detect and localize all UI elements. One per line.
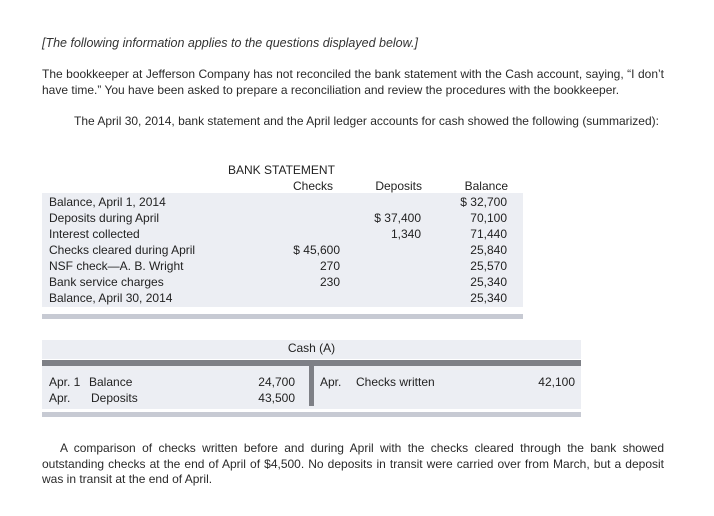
credit-date: Apr. — [320, 375, 342, 389]
row-label: Checks cleared during April — [49, 243, 196, 257]
t-account-vertical-rule — [309, 366, 314, 406]
t-account-divider — [42, 412, 581, 417]
problem-paragraph-1: The bookkeeper at Jefferson Company has not reconciled the bank statement with the Cash account, saying, “I don’t have time.” You have been asked to prepare a reconciliation and review the procedures with the bookkeeper. — [42, 67, 664, 97]
column-header-checks: Checks — [292, 179, 333, 193]
bank-statement-title: BANK STATEMENT — [228, 163, 335, 177]
row-label: Balance, April 1, 2014 — [49, 195, 166, 209]
column-header-balance: Balance — [464, 179, 508, 193]
column-header-deposits: Deposits — [375, 179, 422, 193]
balance-cell: 25,570 — [470, 259, 507, 273]
problem-paragraph-3: A comparison of checks written before and during April with the checks cleared through the bank showed outstanding checks at the end of April of $4,500. No deposits in transit were carried over from March, but a deposit was in transit at the end of April. — [42, 441, 664, 486]
row-label: Balance, April 30, 2014 — [49, 291, 173, 305]
balance-cell: 25,340 — [470, 291, 507, 305]
bank-statement-divider — [42, 314, 523, 319]
debit-amount: 43,500 — [258, 391, 295, 405]
balance-cell: $ 32,700 — [460, 195, 507, 209]
debit-date: Apr. — [49, 391, 71, 405]
credit-amount: 42,100 — [538, 375, 575, 389]
row-label: Bank service charges — [49, 275, 164, 289]
debit-amount: 24,700 — [258, 375, 295, 389]
balance-cell: 71,440 — [470, 227, 507, 241]
t-account-title: Cash (A) — [287, 341, 336, 355]
balance-cell: 25,840 — [470, 243, 507, 257]
problem-paragraph-2: The April 30, 2014, bank statement and the April ledger accounts for cash showed the following (summarized): — [74, 114, 659, 128]
balance-cell: 70,100 — [470, 211, 507, 225]
row-label: NSF check—A. B. Wright — [49, 259, 184, 273]
debit-description: Balance — [89, 375, 133, 389]
deposits-cell: $ 37,400 — [374, 211, 421, 225]
row-label: Deposits during April — [49, 211, 160, 225]
credit-description: Checks written — [356, 375, 435, 389]
balance-cell: 25,340 — [470, 275, 507, 289]
checks-cell: $ 45,600 — [293, 243, 340, 257]
deposits-cell: 1,340 — [390, 227, 421, 241]
checks-cell: 270 — [319, 259, 340, 273]
debit-description: Deposits — [91, 391, 138, 405]
debit-date: Apr. 1 — [49, 375, 81, 389]
row-label: Interest collected — [49, 227, 140, 241]
checks-cell: 230 — [319, 275, 340, 289]
intro-note: [The following information applies to the questions displayed below.] — [42, 36, 418, 50]
